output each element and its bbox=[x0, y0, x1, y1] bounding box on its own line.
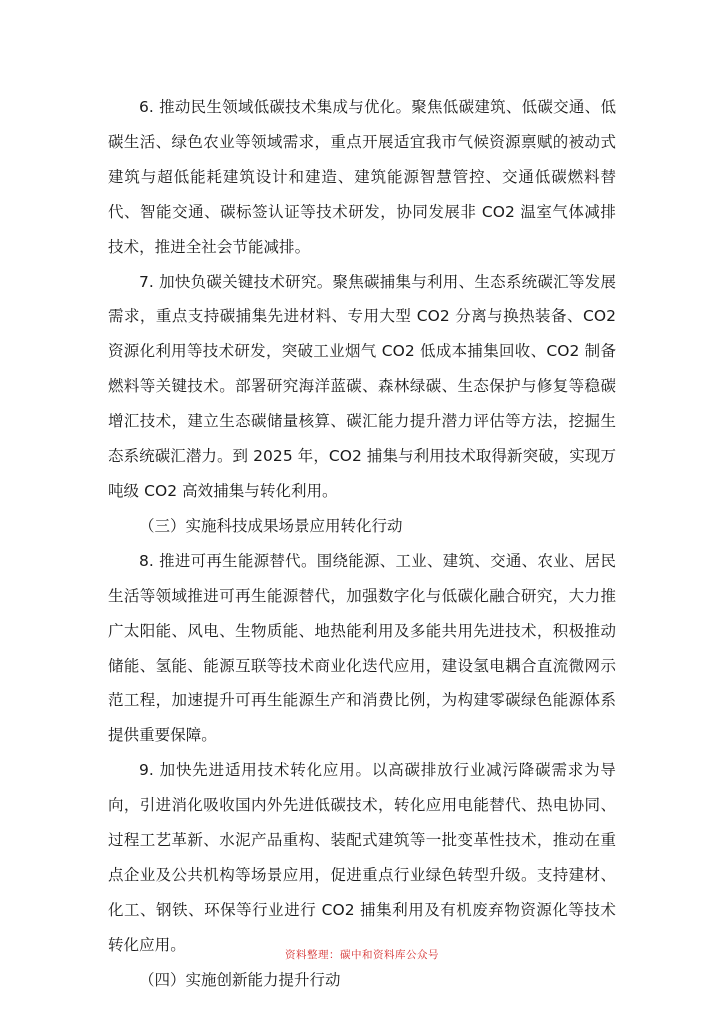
section-heading-3: （三）实施科技成果场景应用转化行动 bbox=[139, 516, 403, 535]
paragraph-6: 6. 推动民生领域低碳技术集成与优化。聚焦低碳建筑、低碳交通、低碳生活、绿色农业等领域需求，重点开展适宜我市气候资源禀赋的被动式建筑与超低能耗建筑设计和建造、建筑能源智慧管控、交通低碳燃料替代、智能交通、碳标签认证等技术研发，协同发展非 CO2 温室气体减排技术，推进全社会节能减排。 bbox=[108, 98, 616, 256]
section-heading-4: （四）实施创新能力提升行动 bbox=[139, 970, 341, 989]
paragraph-7: 7. 加快负碳关键技术研究。聚焦碳捕集与利用、生态系统碳汇等发展需求，重点支持碳捕集先进材料、专用大型 CO2 分离与换热装备、CO2 资源化利用等技术研发，突破工业烟气 CO2 低成本捕集回收、CO2 制备燃料等关键技术。部署研究海洋蓝碳、森林绿碳、生态保护与修复等稳碳增汇技术，建立生态碳储量核算、碳汇能力提升潜力评估等方法，挖掘生态系统碳汇潜力。到 2025 年，CO2 捕集与利用技术取得新突破，实现万吨级 CO2 高效捕集与转化利用。 bbox=[108, 272, 616, 500]
footer-source-note: 资料整理：碳中和资料库公众号 bbox=[285, 949, 439, 961]
paragraph-8: 8. 推进可再生能源替代。围绕能源、工业、建筑、交通、农业、居民生活等领域推进可再生能源替代，加强数字化与低碳化融合研究，大力推广太阳能、风电、生物质能、地热能利用及多能共用先进技术，积极推动储能、氢能、能源互联等技术商业化迭代应用，建设氢电耦合直流微网示范工程，加速提升可再生能源生产和消费比例，为构建零碳绿色能源体系提供重要保障。 bbox=[108, 551, 616, 745]
document-body bbox=[108, 90, 616, 998]
paragraph-9: 9. 加快先进适用技术转化应用。以高碳排放行业减污降碳需求为导向，引进消化吸收国内外先进低碳技术，转化应用电能替代、热电协同、过程工艺革新、水泥产品重构、装配式建筑等一批变革性技术，推动在重点企业及公共机构等场景应用，促进重点行业绿色转型升级。支持建材、化工、钢铁、环保等行业进行 CO2 捕集利用及有机废弃物资源化等技术转化应用。 bbox=[108, 761, 616, 954]
